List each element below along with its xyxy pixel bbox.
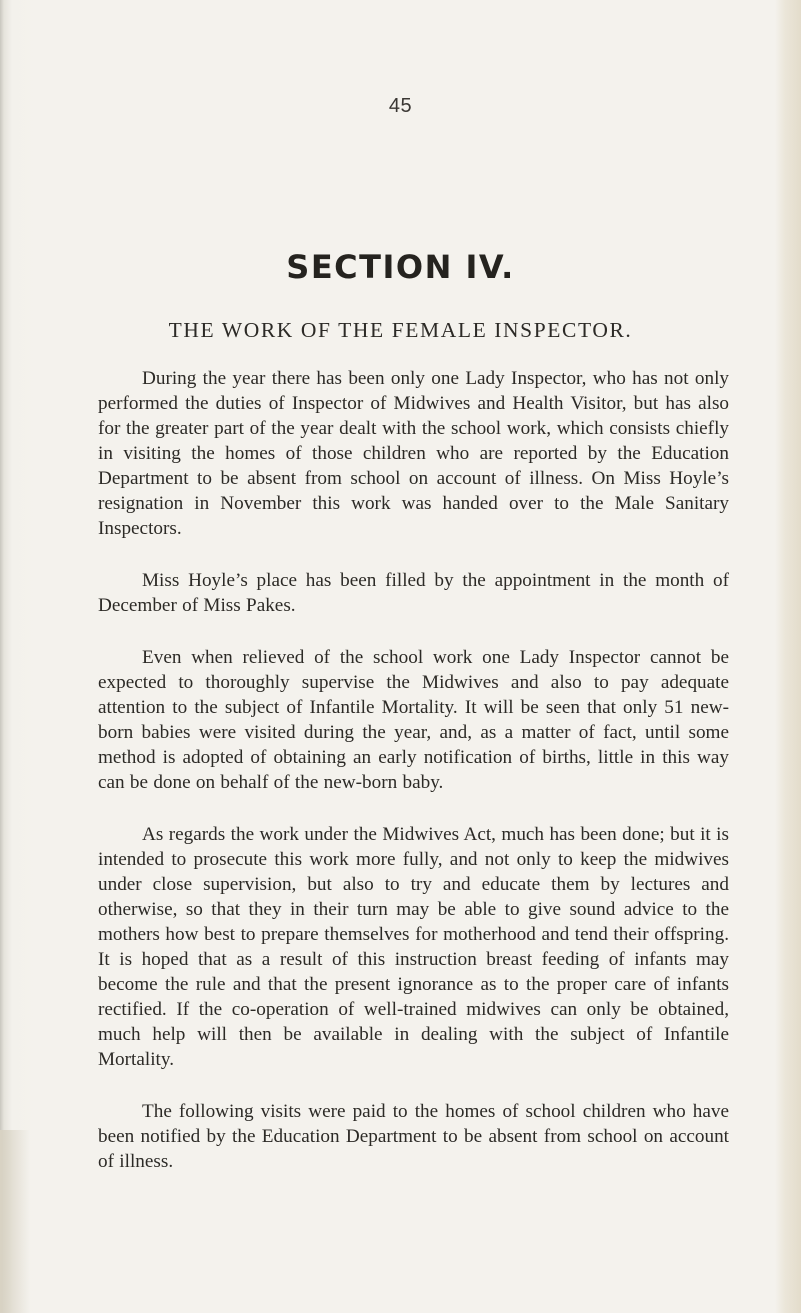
page-edge-shadow bbox=[775, 0, 801, 1313]
paragraph: During the year there has been only one Lady Inspector, who has not only performed the duties of Inspector of Midwives and Health Visitor, but has also for the greater part of the year dealt with the school work, which consists chiefly in visiting the homes of those children who are reported by the Education Department to be absent from school on account of illness. On Miss Hoyle’s resignation in November this work was handed over to the Male Sanitary Inspectors. bbox=[98, 368, 729, 539]
paragraph: The following visits were paid to the homes of school children who have been notified by the Education Department to be absent from school on account of illness. bbox=[98, 1101, 729, 1172]
body-text bbox=[98, 366, 729, 1174]
section-heading: SECTION IV. bbox=[286, 248, 515, 286]
paragraph: As regards the work under the Midwives Act, much has been done; but it is intended to prosecute this work more fully, and not only to keep the midwives under close supervision, but also to try and educate them by lectures and otherwise, so that they in their turn may be able to give sound advice to the mothers how best to prepare themselves for motherhood and tend their offspring. It is hoped that as a result of this instruction breast feeding of infants may become the rule and that the present ignorance as to the proper care of infants rectified. If the co-operation of well-trained midwives can only be obtained, much help will then be available in dealing with the subject of Infantile Mortality. bbox=[98, 824, 729, 1070]
paragraph: Miss Hoyle’s place has been filled by the appointment in the month of December of Miss Pakes. bbox=[98, 570, 729, 616]
page-number: 45 bbox=[388, 95, 413, 117]
page-stain bbox=[0, 1130, 30, 1313]
section-subheading: THE WORK OF THE FEMALE INSPECTOR. bbox=[168, 318, 633, 342]
paragraph: Even when relieved of the school work one Lady Inspector cannot be expected to thoroughly supervise the Midwives and also to pay adequate attention to the subject of Infantile Mortality. It will be seen that only 51 new-born babies were visited during the year, and, as a matter of fact, until some method is adopted of obtaining an early notification of births, little in this way can be done on behalf of the new-born baby. bbox=[98, 647, 729, 793]
